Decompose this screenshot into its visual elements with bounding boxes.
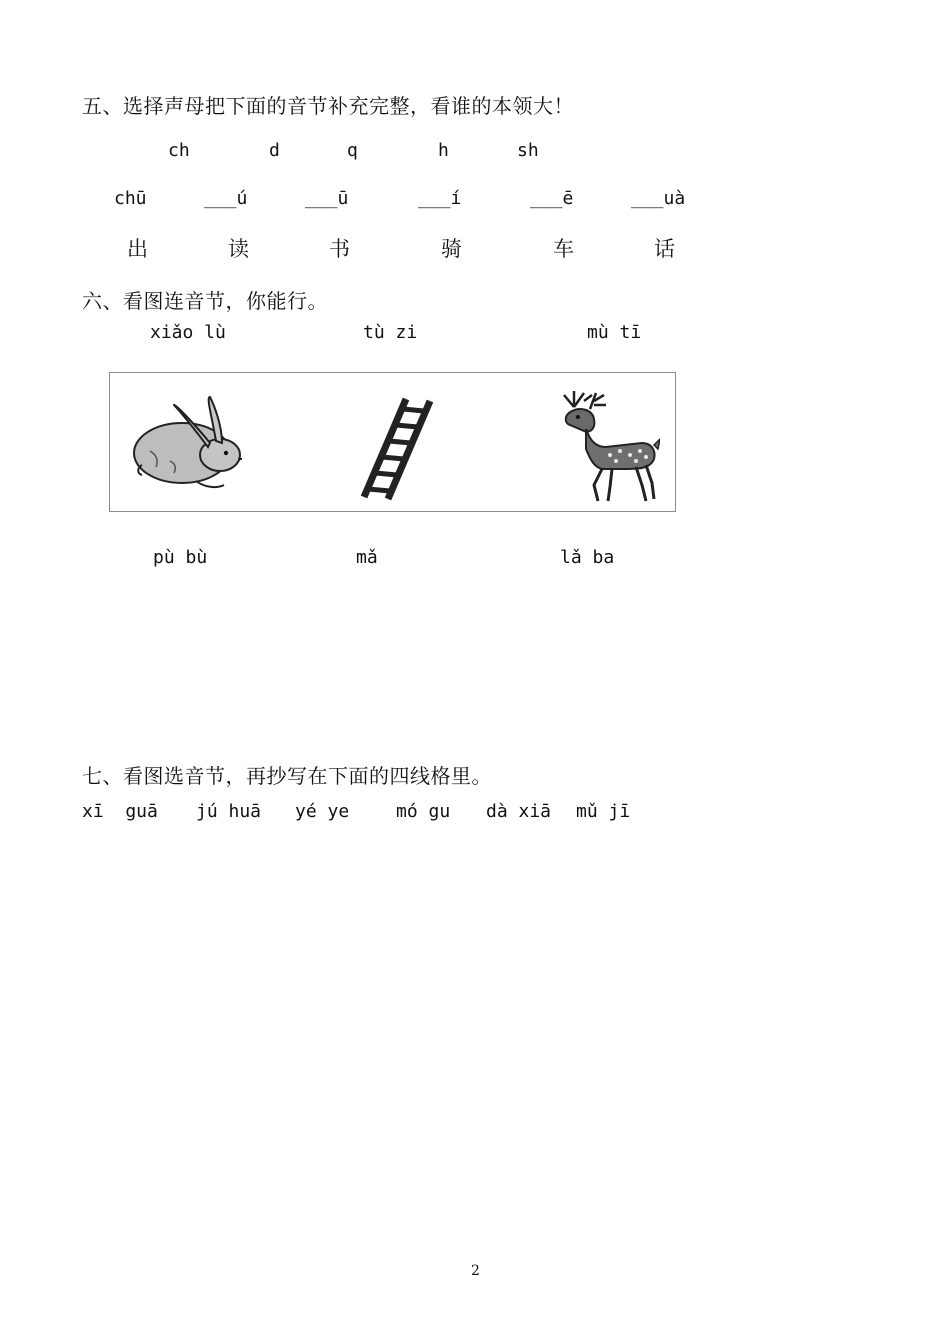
hanzi-char: 车 bbox=[553, 237, 574, 261]
hanzi-char: 骑 bbox=[441, 237, 462, 261]
section5-title: 五、选择声母把下面的音节补充完整，看谁的本领大！ bbox=[82, 94, 574, 118]
initial-option: sh bbox=[517, 140, 539, 161]
pinyin-word: xī guā bbox=[82, 801, 158, 822]
syllable-blank: ___ū bbox=[305, 188, 349, 209]
ladder-icon bbox=[358, 395, 438, 501]
syllable-blank: ___uà bbox=[631, 188, 686, 209]
initial-option: q bbox=[347, 140, 358, 161]
page-number: 2 bbox=[471, 1263, 480, 1279]
pinyin-word: mó gu bbox=[396, 801, 451, 822]
syllable-blank: chū bbox=[114, 188, 147, 209]
top-pinyin: mù tī bbox=[587, 322, 642, 343]
initial-option: h bbox=[438, 140, 449, 161]
bottom-pinyin: mǎ bbox=[356, 547, 378, 568]
deer-icon bbox=[550, 385, 660, 505]
hanzi-char: 读 bbox=[228, 237, 249, 261]
picture-box bbox=[109, 372, 676, 512]
pinyin-word: mǔ jī bbox=[576, 801, 631, 822]
section6-title: 六、看图连音节，你能行。 bbox=[82, 289, 328, 313]
top-pinyin: xiǎo lù bbox=[150, 322, 226, 343]
pinyin-word: jú huā bbox=[196, 801, 262, 822]
initial-option: d bbox=[269, 140, 280, 161]
syllable-blank: ___í bbox=[418, 188, 462, 209]
section7-title: 七、看图选音节，再抄写在下面的四线格里。 bbox=[82, 764, 492, 788]
syllable-blank: ___ē bbox=[530, 188, 574, 209]
pinyin-word: dà xiā bbox=[486, 801, 552, 822]
pinyin-word: yé ye bbox=[295, 801, 350, 822]
hanzi-char: 出 bbox=[127, 237, 148, 261]
bottom-pinyin: pù bù bbox=[153, 547, 208, 568]
syllable-blank: ___ú bbox=[204, 188, 248, 209]
top-pinyin: tù zi bbox=[363, 322, 418, 343]
bottom-pinyin: lǎ ba bbox=[560, 547, 615, 568]
rabbit-icon bbox=[130, 391, 248, 495]
hanzi-char: 话 bbox=[654, 237, 675, 261]
hanzi-char: 书 bbox=[329, 237, 350, 261]
initial-option: ch bbox=[168, 140, 190, 161]
